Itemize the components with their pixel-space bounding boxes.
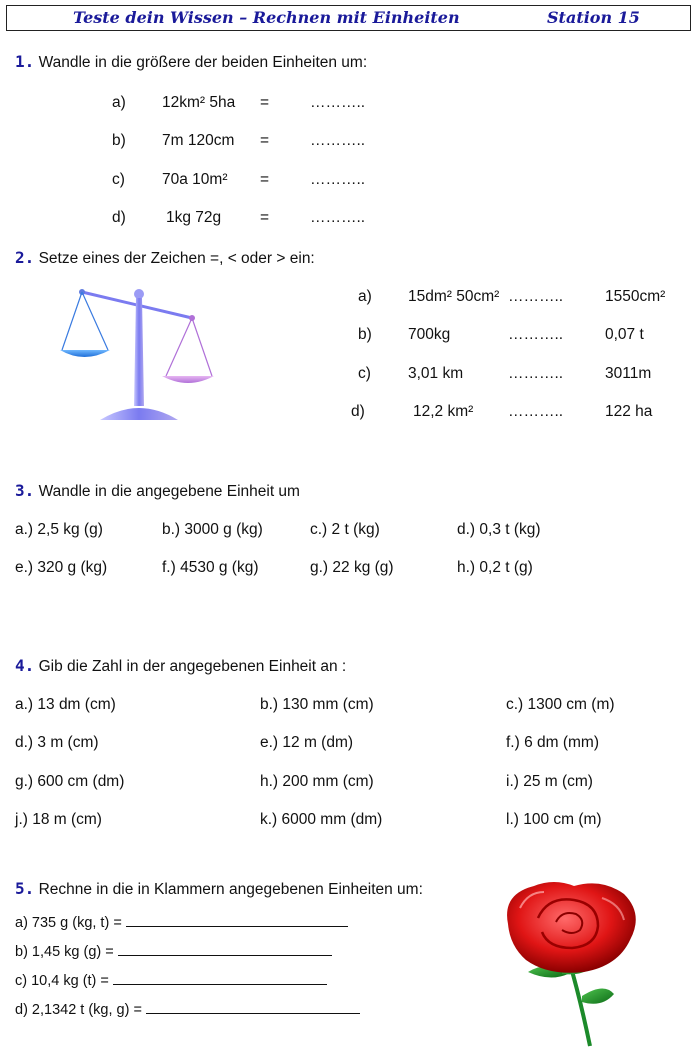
section-3-heading: 3. Wandle in die angegebene Einheit um	[15, 481, 300, 500]
exercise-item: f.) 6 dm (mm)	[506, 734, 599, 751]
section-1-instruction: Wandle in die größere der beiden Einheiten um:	[38, 54, 368, 71]
section-2-heading: 2. Setze eines der Zeichen =, < oder > ein:	[15, 248, 315, 267]
exercise-item: e.) 12 m (dm)	[260, 734, 354, 751]
answer-blank[interactable]: ………..	[508, 288, 564, 305]
section-5-heading: 5. Rechne in die in Klammern angegebenen Einheiten um:	[15, 879, 423, 898]
exercise-item: d.) 0,3 t (kg)	[457, 521, 541, 538]
answer-blank[interactable]: ………..	[508, 403, 564, 420]
list-item: d)	[351, 403, 365, 420]
list-item: b)	[358, 326, 372, 343]
exercise-item: h.) 0,2 t (g)	[457, 559, 533, 576]
exercise-item: e.) 320 g (kg)	[15, 559, 108, 576]
balance-scale-icon	[56, 284, 218, 424]
list-item: c)	[358, 365, 371, 382]
answer-blank[interactable]: ………..	[508, 365, 564, 382]
worksheet-title: Teste dein Wissen – Rechnen mit Einheiten	[73, 8, 460, 27]
answer-blank[interactable]: ………..	[310, 94, 366, 111]
exercise-item: a.) 13 dm (cm)	[15, 696, 116, 713]
exercise-item: k.) 6000 mm (dm)	[260, 811, 383, 828]
section-3-instruction: Wandle in die angegebene Einheit um	[38, 483, 300, 500]
section-4-instruction: Gib die Zahl in der angegebenen Einheit an :	[38, 658, 347, 675]
section-5-instruction: Rechne in die in Klammern angegebenen Einheiten um:	[38, 881, 423, 898]
exercise-item: a.) 2,5 kg (g)	[15, 521, 103, 538]
exercise-item: b.) 3000 g (kg)	[162, 521, 263, 538]
answer-blank[interactable]: ………..	[310, 209, 366, 226]
answer-blank[interactable]: ………..	[508, 326, 564, 343]
exercise-item: c.) 1300 cm (m)	[506, 696, 615, 713]
list-item: d) 2,1342 t (kg, g) =	[15, 999, 360, 1018]
answer-line[interactable]	[126, 912, 348, 927]
list-item: c) 10,4 kg (t) =	[15, 970, 327, 989]
exercise-item: f.) 4530 g (kg)	[162, 559, 259, 576]
list-item: a) 735 g (kg, t) =	[15, 912, 348, 931]
list-item: b)	[112, 132, 126, 149]
list-item: d)	[112, 209, 126, 226]
exercise-item: g.) 600 cm (dm)	[15, 773, 125, 790]
answer-line[interactable]	[118, 941, 332, 956]
list-item: a)	[358, 288, 372, 305]
list-item: a)	[112, 94, 126, 111]
answer-blank[interactable]: ………..	[310, 171, 366, 188]
exercise-item: d.) 3 m (cm)	[15, 734, 99, 751]
answer-line[interactable]	[146, 999, 360, 1014]
rose-icon	[498, 878, 646, 1052]
exercise-item: g.) 22 kg (g)	[310, 559, 394, 576]
exercise-item: j.) 18 m (cm)	[15, 811, 102, 828]
exercise-item: h.) 200 mm (cm)	[260, 773, 374, 790]
list-item: b) 1,45 kg (g) =	[15, 941, 332, 960]
list-item: c)	[112, 171, 125, 188]
exercise-item: i.) 25 m (cm)	[506, 773, 593, 790]
section-4-heading: 4. Gib die Zahl in der angegebenen Einheit an :	[15, 656, 347, 675]
exercise-item: b.) 130 mm (cm)	[260, 696, 374, 713]
station-label: Station 15	[547, 8, 640, 27]
answer-blank[interactable]: ………..	[310, 132, 366, 149]
exercise-item: l.) 100 cm (m)	[506, 811, 602, 828]
exercise-item: c.) 2 t (kg)	[310, 521, 380, 538]
worksheet-header	[6, 5, 691, 31]
section-1-heading: 1. Wandle in die größere der beiden Einheiten um:	[15, 52, 368, 71]
section-2-instruction: Setze eines der Zeichen =, < oder > ein:	[38, 250, 315, 267]
answer-line[interactable]	[113, 970, 327, 985]
